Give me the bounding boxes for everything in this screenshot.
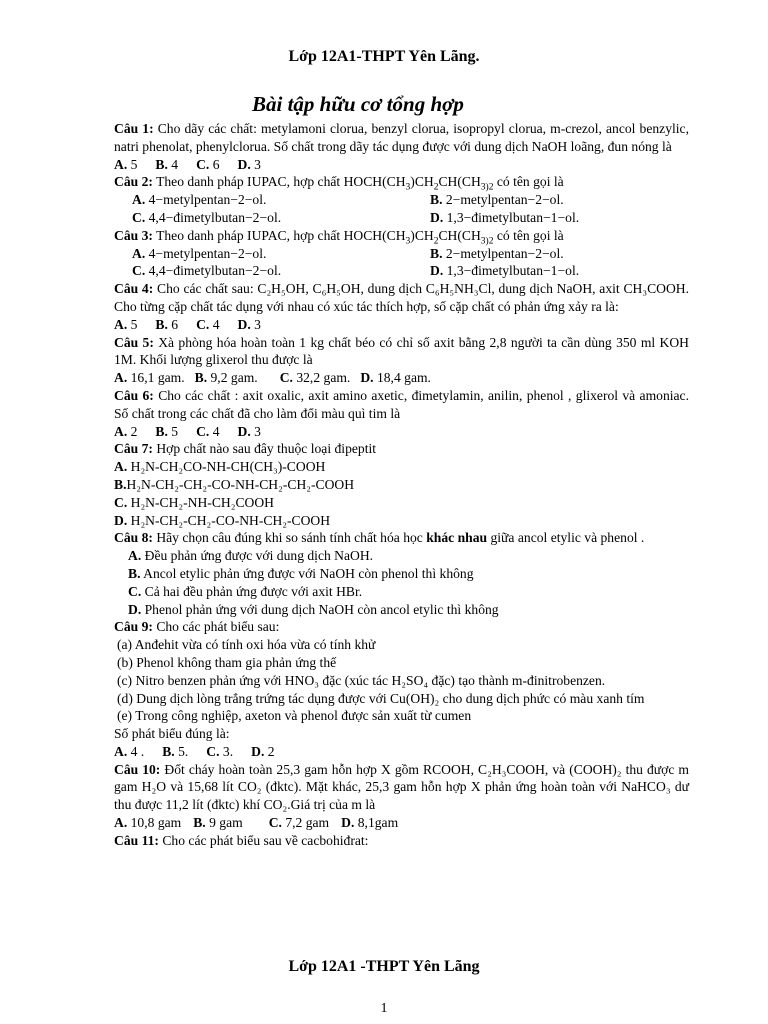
option-a: A. 5 (114, 156, 138, 172)
question-label: Câu 3: (114, 227, 153, 243)
option-a: A. 4 . (114, 743, 145, 759)
option-b: B. Ancol etylic phản ứng được với NaOH còn phenol thì không (128, 565, 474, 581)
option-b: B. 9,2 gam. (194, 370, 258, 386)
page-number: 1 (380, 1001, 388, 1016)
question-5 (114, 334, 689, 370)
statement-item: (b) Phenol không tham gia phản ứng thế (117, 654, 337, 670)
question-label: Câu 9: (114, 619, 153, 635)
question-2: Câu 2: Theo danh pháp IUPAC, hợp chất $HOCH(CH_3)CH_2CH(CH_{3)2}$ có tên gọi là (114, 174, 564, 194)
answer-row (114, 423, 689, 441)
statement-item: (a) Anđehit vừa có tính oxi hóa vừa có tính khử (117, 637, 376, 653)
answer-row (114, 156, 689, 174)
question-label: Câu 8: (114, 530, 153, 546)
question-label: Câu 11: (114, 832, 159, 848)
option-a: A. H₂N-CH₂CO-NH-CH(CH₃)-COOH (114, 459, 326, 475)
option-d: D. 1,3−đimetylbutan−1−ol. (430, 209, 580, 225)
option-c: C. 3. (206, 743, 234, 759)
question-11 (114, 832, 689, 850)
option-b: B. 6 (155, 316, 179, 332)
option-d: D. Phenol phản ứng với dung dịch NaOH còn ancol etylic thì không (128, 601, 499, 617)
option-d: D. 8,1gam (341, 815, 399, 831)
option-a: A. 4−metylpentan−2−ol. (132, 245, 267, 261)
option-d: D. H₂N-CH₂-CH₂-CO-NH-CH₂-COOH (114, 512, 331, 528)
option-c: C. 4,4−đimetylbutan−2−ol. (132, 263, 282, 279)
question-10 (114, 761, 689, 814)
answer-grid (114, 245, 689, 281)
question-1 (114, 120, 689, 156)
option-a: A. 10,8 gam (114, 815, 182, 831)
option-c: C. 4 (196, 423, 220, 439)
option-a: A. 5 (114, 316, 138, 332)
option-b: B. 2−metylpentan−2−ol. (430, 192, 564, 208)
option-a: A. Đều phản ứng được với dung dịch NaOH. (128, 548, 374, 564)
question-label: Câu 10: (114, 761, 161, 777)
question-label: Câu 2: (114, 174, 153, 190)
question-label: Câu 7: (114, 441, 153, 457)
document-body (114, 120, 689, 850)
page-footer: Lớp 12A1 -THPT Yên Lãng (288, 958, 480, 975)
option-c: C. 7,2 gam (268, 815, 330, 831)
answer-grid (114, 191, 689, 227)
question-ask: Số phát biểu đúng là: (114, 726, 230, 742)
option-d: D. 3 (237, 423, 261, 439)
option-c: C. H₂N-CH₂-NH-CH₂COOH (114, 494, 274, 510)
option-c: C. 32,2 gam. (279, 370, 351, 386)
option-b: B. 9 gam (193, 815, 243, 831)
option-a: A. 16,1 gam. (114, 370, 185, 386)
question-6 (114, 387, 689, 423)
emphasis-text: khác nhau (426, 530, 488, 546)
option-c: C. 4 (196, 316, 220, 332)
question-text: Đốt cháy hoàn toàn 25,3 gam hỗn hợp X gồm RCOOH, C₂H₃COOH, và (COOH)₂ thu được m gam H₂O và 15,68 lít CO₂ (đktc). Mặt khác, 25,3 gam hỗn hợp X phản ứng hoàn toàn với NaHCO₃ dư thu được 11,2 lít (đktc) khí CO₂.Giá trị của m là (114, 761, 689, 813)
option-b: B. 5 (155, 423, 179, 439)
question-label: Câu 6: (114, 387, 154, 403)
option-c: C. Cả hai đều phản ứng được với axit HBr. (128, 583, 363, 599)
option-b: B. 5. (162, 743, 189, 759)
question-text: Xà phòng hóa hoàn toàn 1 kg chất béo có chỉ số axit bằng 2,8 người ta cần dùng 350 ml KOH 1M. Khối lượng glixerol thu được là (114, 334, 689, 368)
statement-item: (d) Dung dịch lòng trắng trứng tác dụng được với Cu(OH)₂ cho dung dịch phức có màu xanh tím (117, 690, 645, 706)
answer-row (114, 743, 689, 761)
question-text: Cho các phát biểu sau: (156, 619, 280, 635)
answer-row (114, 814, 689, 832)
question-label: Câu 1: (114, 121, 154, 136)
question-label: Câu 4: (114, 281, 154, 297)
question-text: Cho các phát biểu sau về cacbohiđrat: (162, 832, 369, 848)
answer-row (114, 369, 689, 387)
question-4 (114, 280, 689, 316)
question-3: Câu 3: Theo danh pháp IUPAC, hợp chất $HOCH(CH_3)CH_2CH(CH_{3)2}$ có tên gọi là (114, 227, 564, 247)
page-header: Lớp 12A1-THPT Yên Lãng. (288, 48, 480, 65)
option-d: D. 2 (251, 743, 275, 759)
question-text: Cho các chất : axit oxalic, axit amino axetic, đimetylamin, anilin, phenol , glixerol và amoniac. Số chất trong các chất đã cho làm đổi màu quì tim là (114, 387, 689, 421)
question-text: Cho các chất sau: C₂H₅OH, C₆H₅OH, dung dịch C₆H₅NH₃Cl, dung dịch NaOH, axit CH₃COOH. Cho từng cặp chất tác dụng với nhau có xúc tác thích hợp, số cặp chất có phản ứng xảy ra là: (114, 281, 689, 314)
option-d: D. 18,4 gam. (360, 370, 431, 386)
option-a: A. 4−metylpentan−2−ol. (132, 192, 267, 208)
question-8: Câu 8: Hãy chọn câu đúng khi so sánh tính chất hóa học khác nhau giữa ancol etylic và phenol . (114, 530, 645, 546)
question-7 (114, 440, 689, 458)
statement-item: (c) Nitro benzen phản ứng với HNO₃ đặc (xúc tác H₂SO₄ đặc) tạo thành m-đinitrobenzen. (117, 672, 606, 688)
option-b: B. 2−metylpentan−2−ol. (430, 245, 564, 261)
option-a: A. 2 (114, 423, 138, 439)
option-b: B. 4 (155, 156, 179, 172)
option-c: C. 4,4−đimetylbutan−2−ol. (132, 209, 282, 225)
option-d: D. 1,3−đimetylbutan−1−ol. (430, 263, 580, 279)
question-label: Câu 5: (114, 334, 154, 350)
document-title: Bài tập hữu cơ tổng hợp (252, 92, 464, 116)
question-text: Hợp chất nào sau đây thuộc loại đipeptit (156, 441, 377, 457)
option-d: D. 3 (237, 156, 261, 172)
answer-row (114, 316, 689, 334)
option-c: C. 6 (196, 156, 220, 172)
option-d: D. 3 (237, 316, 261, 332)
statement-item: (e) Trong công nghiệp, axeton và phenol được sản xuất từ cumen (117, 708, 472, 724)
question-9 (114, 618, 689, 636)
option-b: B.H₂N-CH₂-CH₂-CO-NH-CH₂-CH₂-COOH (114, 476, 355, 492)
question-text: Cho dãy các chất: metylamoni clorua, benzyl clorua, isopropyl clorua, m-crezol, ancol benzylic, natri phenolat, phenylclorua. Số chất trong dãy tác dụng được với dung dịch NaOH loãng, đun nóng là (114, 121, 689, 154)
